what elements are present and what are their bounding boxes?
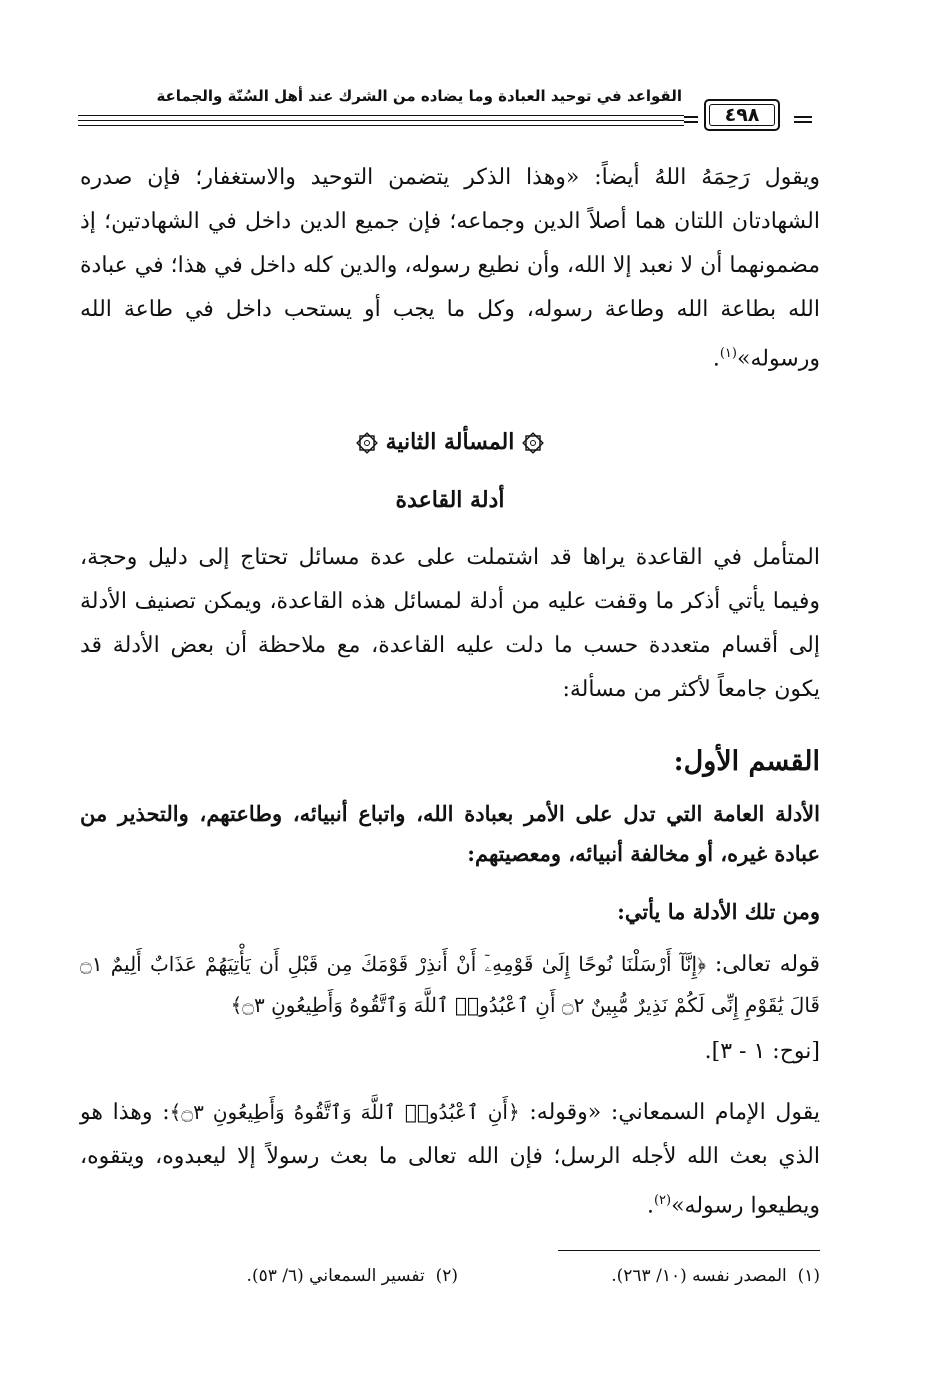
footnote-number: (٢) <box>435 1266 458 1286</box>
paragraph-quote <box>80 156 820 381</box>
header-ornament <box>794 116 812 126</box>
header-ornament <box>684 116 698 126</box>
footnote-text: تفسير السمعاني (٦/ ٥٣). <box>246 1266 425 1286</box>
section-title <box>80 422 820 462</box>
samani-verse: ﴿أَنِ ٱعْبُدُوا۟ ٱللَّهَ وَٱتَّقُوهُ وَأَطِيعُونِ ۝٣﴾ <box>169 1100 520 1124</box>
quran-citation <box>80 944 820 1026</box>
header-rule <box>78 115 684 116</box>
paragraph-intro: المتأمل في القاعدة يراها قد اشتملت على عدة مسائل تحتاج إلى دليل وحجة، وفيما يأتي أذكر ما وقفت عليه من أدلة لمسائل هذه القاعدة، ويمكن تصنيف الأدلة إلى أقسام متعددة حسب ما دلت عليه القاعدة، مع ملاحظة أن بعض الأدلة قد يكون جامعاً لأكثر من مسألة: <box>80 545 820 702</box>
quote-text: ويقول رَحِمَهُ اللهُ أيضاً: «وهذا الذكر يتضمن التوحيد والاستغفار؛ فإن صدره الشهادتان اللتان هما أصلاً الدين وجماعه؛ فإن جميع الدين داخل في الشهادتين؛ إذ مضمونهما أن لا نعبد إلا الله، وأن نطيع رسوله، والدين كله داخل في هذا؛ في عبادة الله بطاعة الله وطاعة رسوله، وكل ما يجب أو يستحب داخل في طاعة الله ورسوله» <box>80 165 820 372</box>
page-number <box>704 99 780 131</box>
section-title-text: المسألة الثانية <box>385 429 515 455</box>
ornament-icon <box>522 432 544 454</box>
header-rule <box>78 125 684 126</box>
paragraph-samani <box>80 1090 820 1228</box>
footnote-ref: (١) <box>719 346 737 361</box>
samani-intro: يقول الإمام السمعاني: «وقوله: <box>519 1100 820 1125</box>
quran-verse: ﴿إِنَّآ أَرْسَلْنَا نُوحًا إِلَىٰ قَوْمِهِۦٓ أَنْ أَنذِرْ قَوْمَكَ مِن قَبْلِ أَن يَأْتِيَهُمْ عَذَابٌ أَلِيمٌ ۝١ قَالَ يَٰقَوْمِ إِنِّى لَكُمْ نَذِيرٌ مُّبِينٌ ۝٢ أَنِ ٱعْبُدُوا۟ ٱللَّهَ وَٱتَّقُوهُ وَأَطِيعُونِ ۝٣﴾ <box>80 952 820 1017</box>
footnote-2 <box>247 1266 458 1286</box>
ornament-icon <box>356 432 378 454</box>
samani-text: : وهذا هو الذي بعث الله لأجله الرسل؛ فإن الله تعالى ما بعث رسولاً إلا ليعبدوه، ويتقوه، ويطيعوا رسوله» <box>80 1100 820 1219</box>
footnote-ref: (٢) <box>653 1193 672 1208</box>
part-description: الأدلة العامة التي تدل على الأمر بعبادة الله، واتباع أنبيائه، وطاعتهم، والتحذير من عبادة غيره، أو مخالفة أنبيائه، ومعصيتهم: <box>80 801 820 866</box>
quran-intro: قوله تعالى: <box>705 952 821 977</box>
punctuation: . <box>712 346 720 372</box>
evidence-lead: ومن تلك الأدلة ما يأتي: <box>617 899 820 924</box>
footnote-separator <box>558 1250 820 1251</box>
quran-reference: [نوح: ١ - ٣]. <box>704 1039 820 1064</box>
book-title: القواعد في توحيد العبادة وما يضاده من الشرك عند أهل السُنّة والجماعة <box>156 87 682 105</box>
section-subtitle: أدلة القاعدة <box>395 487 505 513</box>
header-rule <box>78 120 684 121</box>
footnote-text: المصدر نفسه (١٠/ ٢٦٣). <box>611 1266 787 1286</box>
punctuation: . <box>646 1193 654 1219</box>
footnote-1 <box>611 1266 820 1286</box>
running-header <box>78 82 820 132</box>
part-heading: القسم الأول: <box>673 746 820 777</box>
page-number-text: ٤٩٨ <box>724 104 760 126</box>
footnote-number: (١) <box>797 1266 820 1286</box>
